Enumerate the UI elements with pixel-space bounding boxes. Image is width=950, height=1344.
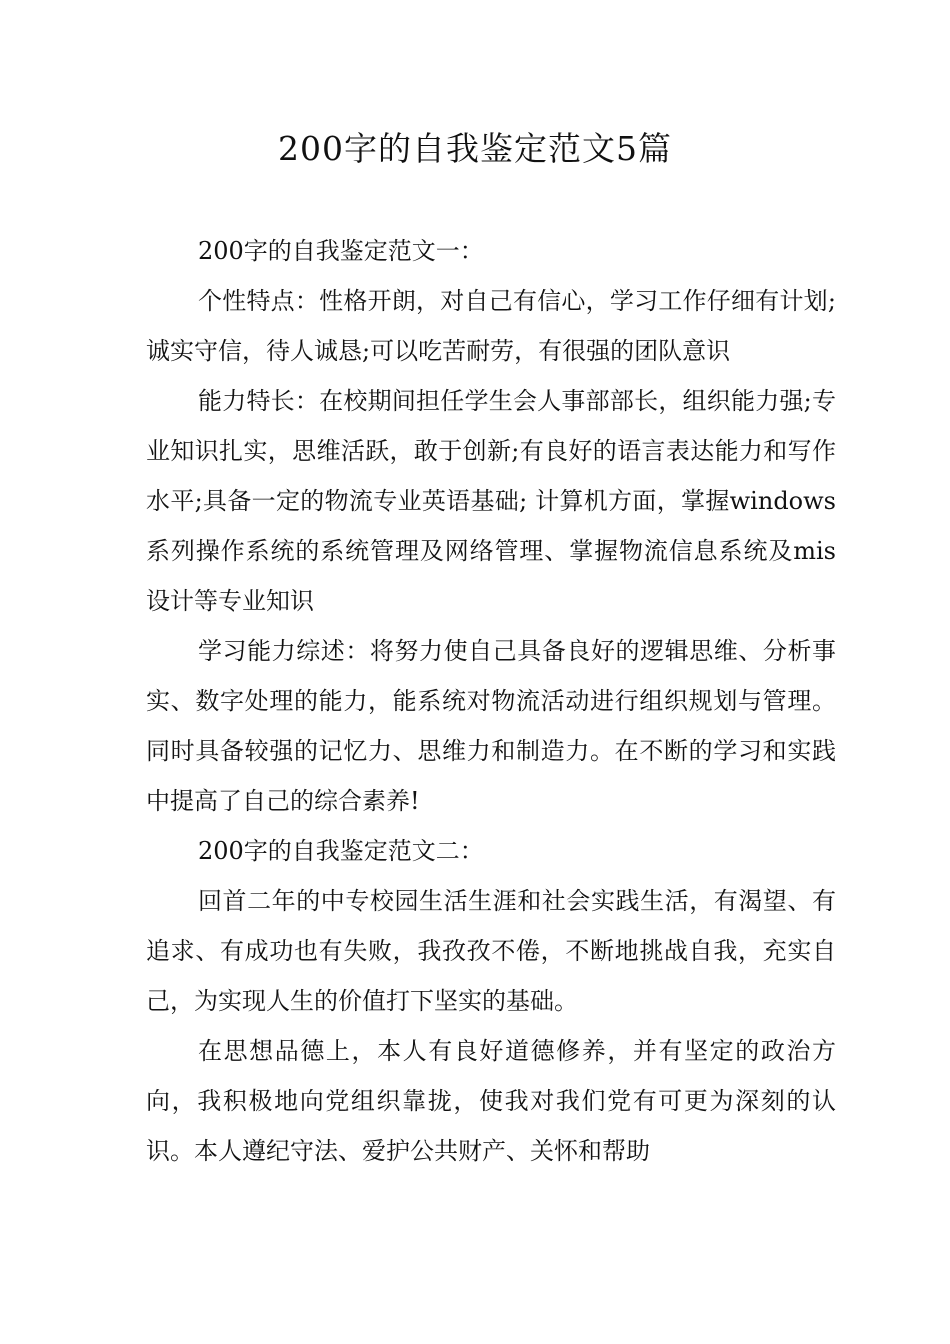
paragraph-personality: 个性特点：性格开朗，对自己有信心，学习工作仔细有计划;诚实守信，待人诚恳;可以吃苦耐劳，有很强的团队意识 — [146, 287, 836, 365]
document-title: 200字的自我鉴定范文5篇 — [278, 129, 672, 168]
paragraph-review: 回首二年的中专校园生活生涯和社会实践生活，有渴望、有追求、有成功也有失败，我孜孜不倦，不断地挑战自我，充实自己，为实现人生的价值打下坚实的基础。 — [146, 887, 836, 1015]
paragraph-learning: 学习能力综述：将努力使自己具备良好的逻辑思维、分析事实、数字处理的能力，能系统对物流活动进行组织规划与管理。同时具备较强的记忆力、思维力和制造力。在不断的学习和实践中提高了自己的综合素养! — [146, 637, 836, 815]
section-heading-1: 200字的自我鉴定范文一： — [198, 237, 484, 265]
paragraph-morality: 在思想品德上，本人有良好道德修养，并有坚定的政治方向，我积极地向党组织靠拢，使我对我们党有可更为深刻的认识。本人遵纪守法、爱护公共财产、关怀和帮助 — [146, 1037, 836, 1165]
document-body — [146, 226, 836, 1176]
section-heading-2: 200字的自我鉴定范文二： — [198, 837, 484, 865]
paragraph-abilities: 能力特长：在校期间担任学生会人事部部长，组织能力强;专业知识扎实，思维活跃，敢于创新;有良好的语言表达能力和写作水平;具备一定的物流专业英语基础; 计算机方面，掌握windows系列操作系统的系统管理及网络管理、掌握物流信息系统及mis设计等专业知识 — [146, 387, 836, 615]
